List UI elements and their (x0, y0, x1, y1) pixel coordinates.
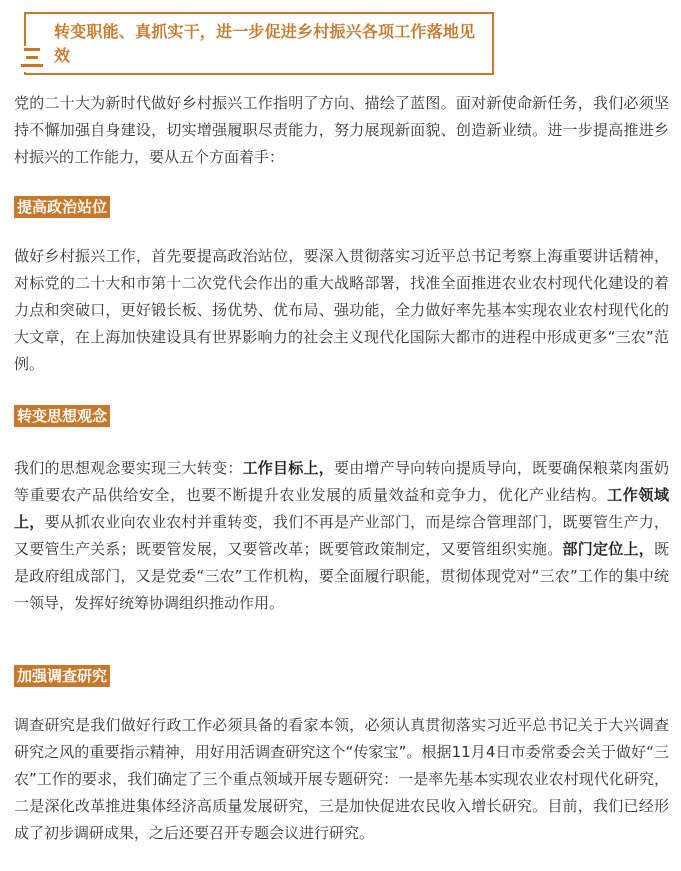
mindset-bold-position: 部门定位上， (562, 540, 654, 558)
section-header-title: 转变职能、真抓实干，进一步促进乡村振兴各项工作落地见效 (54, 22, 476, 65)
mindset-goal-text: 要由增产导向转向提质导向，既要确保粮菜肉蛋奶等重要农产品供给安全，也要不断提升农业发展的质量效益和竞争力，优化产业结构。 (14, 459, 669, 504)
mindset-bold-goal: 工作目标上， (242, 459, 334, 477)
section-label-research: 加强调查研究 (14, 665, 110, 687)
mindset-bold-domain: 工作领域上， (14, 486, 669, 531)
political-stance-paragraph: 做好乡村振兴工作，首先要提高政治站位，要深入贯彻落实习近平总书记考察上海重要讲话精神，对标党的二十大和市第十二次党代会作出的重大战略部署，找准全面推进农业农村现代化建设的着力点和突破口，更好锻长板、扬优势、优布局、强功能，全力做好率先基本实现农业农村现代化的大文章，在上海加快建设具有世界影响力的社会主义现代化国际大都市的进程中形成更多“三农”范例。 (14, 247, 669, 373)
mindset-position-text: 既是政府组成部门，又是党委“三农”工作机构，要全面履行职能，贯彻体现党对“三农”工作的集中统一领导，发挥好统筹协调组织推动作用。 (14, 540, 669, 612)
mindset-paragraph (14, 455, 669, 617)
section-label-political-stance: 提高政治站位 (14, 196, 110, 218)
intro-paragraph: 党的二十大为新时代做好乡村振兴工作指明了方向、描绘了蓝图。面对新使命新任务，我们必须坚持不懈加强自身建设，切实增强履职尽责能力，努力展现新面貌、创造新业绩。进一步提高推进乡村振兴的工作能力，要从五个方面着手： (14, 94, 669, 166)
mindset-intro-text: 我们的思想观念要实现三大转变： (14, 459, 243, 477)
mindset-domain-text: 要从抓农业向农业农村并重转变，我们不再是产业部门，而是综合管理部门，既要管生产力，又要管生产关系；既要管发展，又要管改革；既要管政策制定，又要管组织实施。 (14, 513, 669, 558)
section-label-mindset: 转变思想观念 (14, 405, 110, 427)
header-ornament-icon (16, 46, 50, 72)
research-paragraph: 调查研究是我们做好行政工作必须具备的看家本领，必须认真贯彻落实习近平总书记关于大兴调查研究之风的重要指示精神，用好用活调查研究这个“传家宝”。根据11月4日市委常委会关于做好“三农”工作的要求，我们确定了三个重点领域开展专题研究：一是率先基本实现农业农村现代化研究，二是深化改革推进集体经济高质量发展研究，三是加快促进农民收入增长研究。目前，我们已经形成了初步调研成果，之后还要召开专题会议进行研究。 (14, 716, 669, 842)
